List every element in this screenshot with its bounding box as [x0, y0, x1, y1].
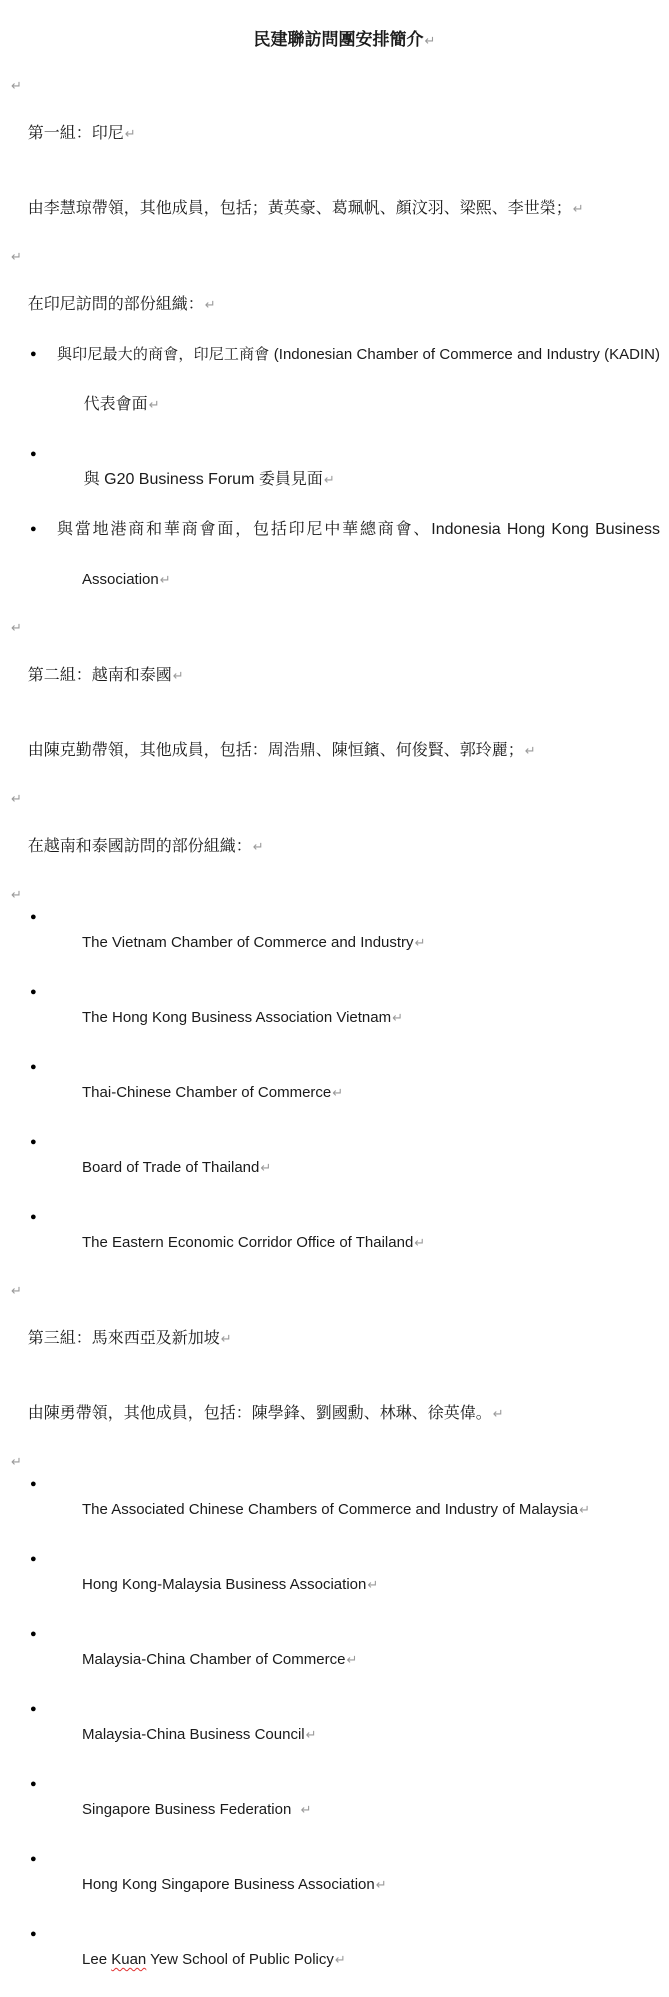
list-item-line	[57, 542, 660, 617]
list-item-text: Association	[82, 571, 159, 588]
bullet-icon: ●	[30, 911, 37, 923]
paragraph-mark-icon: ↵	[11, 1283, 22, 1298]
list-item-line	[57, 442, 660, 517]
empty-line	[10, 1280, 660, 1301]
paragraph-mark-icon: ↵	[346, 1652, 358, 1667]
paragraph-mark-icon: ↵	[392, 1010, 403, 1025]
list-item	[10, 1472, 660, 1547]
paragraph-mark-icon: ↵	[323, 472, 335, 487]
list-item-text: Singapore Business Federation	[82, 1801, 300, 1818]
bullet-icon: ●	[30, 1061, 37, 1073]
paragraph-mark-icon: ↵	[124, 126, 136, 141]
list-item-line	[57, 1472, 660, 1547]
list-item-text: The Vietnam Chamber of Commerce and Industry	[82, 934, 414, 951]
bullet-icon: ●	[30, 1853, 37, 1865]
list-item-line	[57, 1772, 660, 1847]
group-3-heading-text: 第三組：馬來西亞及新加坡	[27, 1330, 220, 1347]
paragraph-mark-icon: ↵	[414, 1235, 426, 1250]
document-title-text: 民建聯訪問團安排簡介	[253, 30, 424, 49]
paragraph-mark-icon: ↵	[11, 887, 22, 902]
bullet-icon: ●	[30, 523, 37, 535]
bullet-icon: ●	[30, 1778, 37, 1790]
list-item-text: The Eastern Economic Corridor Office of Thailand	[82, 1234, 414, 1251]
empty-line	[10, 75, 660, 96]
group-1-members	[10, 171, 660, 246]
paragraph-mark-icon: ↵	[305, 1727, 317, 1742]
paragraph-mark-icon: ↵	[204, 297, 216, 312]
bullet-icon: ●	[30, 348, 37, 360]
list-item-text: Hong Kong Singapore Business Association	[82, 1876, 375, 1893]
group-1-orgs-heading	[10, 267, 660, 342]
paragraph-mark-icon: ↵	[424, 33, 436, 48]
paragraph-mark-icon: ↵	[572, 201, 584, 216]
bullet-icon: ●	[30, 448, 37, 460]
paragraph-mark-icon: ↵	[579, 1502, 590, 1517]
list-item	[10, 1205, 660, 1280]
empty-line	[10, 788, 660, 809]
list-item-line	[57, 1205, 660, 1280]
list-item-text: The Associated Chinese Chambers of Commerce and Industry of Malaysia	[82, 1501, 579, 1518]
paragraph-mark-icon: ↵	[332, 1085, 344, 1100]
paragraph-mark-icon: ↵	[11, 791, 22, 806]
paragraph-mark-icon: ↵	[159, 572, 171, 587]
group-2-heading-text: 第二組：越南和泰國	[27, 667, 172, 684]
empty-line	[10, 884, 660, 905]
group-1-heading	[10, 96, 660, 171]
empty-line	[10, 617, 660, 638]
list-item	[10, 980, 660, 1055]
list-item-text: Hong Kong-Malaysia Business Association	[82, 1576, 367, 1593]
group-1-orgs-heading-text: 在印尼訪問的部份組織：	[27, 296, 204, 313]
list-item	[10, 1130, 660, 1205]
paragraph-mark-icon: ↵	[172, 668, 184, 683]
list-item-line: 與印尼最大的商會，印尼工商會 (Indonesian Chamber of Commerce and Industry (KADIN)	[57, 346, 660, 363]
empty-line	[10, 1451, 660, 1472]
list-item-text: Malaysia-China Chamber of Commerce	[82, 1651, 346, 1668]
paragraph-mark-icon: ↵	[260, 1160, 272, 1175]
list-item-text: 代表會面	[83, 396, 148, 413]
paragraph-mark-icon: ↵	[300, 1802, 312, 1817]
list-item-line	[57, 1547, 660, 1622]
bullet-icon: ●	[30, 1211, 37, 1223]
bullet-icon: ●	[30, 1136, 37, 1148]
paragraph-mark-icon: ↵	[492, 1406, 504, 1421]
list-item-text: Malaysia-China Business Council	[82, 1726, 305, 1743]
list-item-line	[57, 1622, 660, 1697]
list-item-line	[57, 367, 660, 442]
misspelled-word: Kuan	[111, 1951, 147, 1968]
list-item-text: 與 G20 Business Forum 委員見面	[83, 471, 323, 488]
paragraph-mark-icon: ↵	[334, 1952, 346, 1967]
list-item	[10, 517, 660, 617]
paragraph-mark-icon: ↵	[220, 1331, 232, 1346]
paragraph-mark-icon: ↵	[148, 397, 160, 412]
document-title	[10, 5, 660, 75]
paragraph-mark-icon: ↵	[524, 743, 536, 758]
list-item-line	[57, 980, 660, 1055]
group-3-heading	[10, 1301, 660, 1376]
paragraph-mark-icon: ↵	[375, 1877, 387, 1892]
list-item	[10, 1622, 660, 1697]
paragraph-mark-icon: ↵	[367, 1577, 379, 1592]
bullet-icon: ●	[30, 986, 37, 998]
paragraph-mark-icon: ↵	[11, 249, 22, 264]
group-2-members	[10, 713, 660, 788]
list-item-line	[57, 1922, 660, 1997]
bullet-icon: ●	[30, 1553, 37, 1565]
paragraph-mark-icon: ↵	[252, 839, 264, 854]
list-item-line	[57, 1847, 660, 1922]
bullet-icon: ●	[30, 1628, 37, 1640]
bullet-icon: ●	[30, 1703, 37, 1715]
list-item-text: Lee	[82, 1951, 112, 1968]
group-2-members-text: 由陳克勤帶領，其他成員，包括：周浩鼎、陳恒鑌、何俊賢、郭玲麗；	[27, 742, 524, 759]
group-2-heading	[10, 638, 660, 713]
list-item	[10, 1547, 660, 1622]
group-2-orgs-heading-text: 在越南和泰國訪問的部份組織：	[27, 838, 252, 855]
list-item-text: Board of Trade of Thailand	[82, 1159, 260, 1176]
paragraph-mark-icon: ↵	[11, 78, 22, 93]
paragraph-mark-icon: ↵	[11, 620, 22, 635]
list-item-line	[57, 1055, 660, 1130]
list-item-text: Thai-Chinese Chamber of Commerce	[82, 1084, 332, 1101]
bullet-icon: ●	[30, 1478, 37, 1490]
list-item	[10, 1697, 660, 1772]
list-item-text: Yew School of Public Policy	[146, 1951, 334, 1968]
list-item-line	[57, 1697, 660, 1772]
list-item-line	[57, 905, 660, 980]
list-item	[10, 905, 660, 980]
list-item-text: The Hong Kong Business Association Vietnam	[82, 1009, 392, 1026]
group-1-members-text: 由李慧琼帶領，其他成員，包括；黃英豪、葛珮帆、顏汶羽、梁熙、李世榮；	[27, 200, 572, 217]
list-item	[10, 1772, 660, 1847]
paragraph-mark-icon: ↵	[11, 1454, 22, 1469]
group-1-heading-text: 第一組：印尼	[27, 125, 124, 142]
list-item-line: 與當地港商和華商會面，包括印尼中華總商會、Indonesia Hong Kong Business	[57, 521, 660, 538]
paragraph-mark-icon: ↵	[414, 935, 426, 950]
group-2-orgs-heading	[10, 809, 660, 884]
list-item	[10, 1055, 660, 1130]
group-3-members	[10, 1376, 660, 1451]
list-item-line	[57, 1130, 660, 1205]
list-item	[10, 442, 660, 517]
empty-line	[10, 246, 660, 267]
group-3-members-text: 由陳勇帶領，其他成員，包括：陳學鋒、劉國勳、林琳、徐英偉。	[27, 1405, 492, 1422]
list-item	[10, 1922, 660, 1997]
bullet-icon: ●	[30, 1928, 37, 1940]
list-item	[10, 1847, 660, 1922]
list-item	[10, 342, 660, 442]
